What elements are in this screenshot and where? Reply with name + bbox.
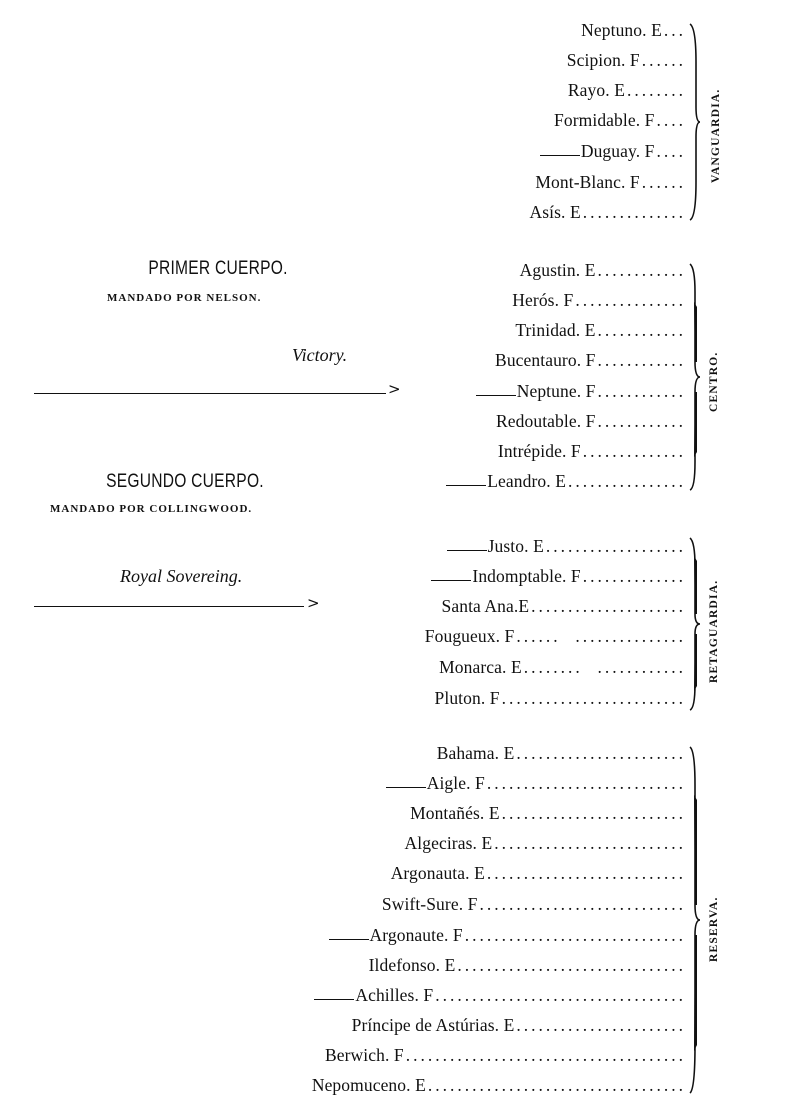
- ship-name: Berwich. F: [324, 1045, 404, 1065]
- ship-row: [0, 78, 686, 102]
- ship-row: [0, 18, 686, 42]
- ship-row: [0, 288, 686, 312]
- ship-dots: ............: [597, 260, 686, 280]
- ship-name: Fougueux. F: [424, 626, 515, 646]
- squadron-label-retaguardia: RETAGUARDIA.: [708, 579, 720, 683]
- ship-row: [0, 771, 686, 795]
- ship-dots: ............: [597, 320, 686, 340]
- ship-name: Duguay. F: [580, 141, 655, 161]
- ship-row: [0, 655, 686, 679]
- lead-dash: [476, 395, 516, 396]
- ship-row: [0, 318, 686, 342]
- ship-row: [0, 923, 686, 947]
- ship-name: Agustin. E: [519, 260, 596, 280]
- flagship-name: Victory.: [292, 345, 348, 365]
- ship-name: Scipion. F: [566, 50, 640, 70]
- ship-dots: ..........................: [494, 833, 686, 853]
- ship-row: [0, 624, 686, 648]
- ship-row: [0, 534, 686, 558]
- ship-row: [0, 108, 686, 132]
- ship-row: [0, 379, 686, 403]
- ship-dots: ......: [641, 172, 686, 192]
- ship-row: [0, 139, 686, 163]
- ship-dots: .....................: [531, 596, 686, 616]
- ship-row: [0, 1073, 686, 1097]
- ship-row: [0, 741, 686, 765]
- ship-dots: .........................: [501, 803, 686, 823]
- ship-row: [0, 1043, 686, 1067]
- ship-row: [0, 48, 686, 72]
- ship-name: Pluton. F: [434, 688, 500, 708]
- ship-dots: ................: [568, 471, 686, 491]
- ship-dots: ...... ...............: [516, 626, 686, 646]
- ship-name: Achilles. F: [355, 985, 434, 1005]
- ship-name: Ildefonso. E: [368, 955, 456, 975]
- ship-row: [0, 953, 686, 977]
- lead-dash: [314, 999, 354, 1000]
- ship-dots: ....: [656, 110, 686, 130]
- ship-row: [0, 170, 686, 194]
- arrow-head-icon: >: [307, 594, 320, 612]
- ship-name: Leandro. E: [487, 471, 566, 491]
- ship-name: Formidable. F: [554, 110, 655, 130]
- ship-name: Argonauta. E: [390, 863, 485, 883]
- ship-name: Montañés. E: [410, 803, 500, 823]
- retaguardia-brace: [686, 536, 706, 712]
- reserva-brace: [686, 745, 706, 1095]
- ship-row: [0, 594, 686, 618]
- ship-row: [0, 892, 686, 916]
- corps-subtitle: MANDADO POR COLLINGWOOD.: [50, 503, 253, 515]
- ship-row: [0, 983, 686, 1007]
- vanguardia-brace: [686, 22, 706, 222]
- ship-name: Argonaute. F: [369, 925, 463, 945]
- ship-dots: ..............: [582, 441, 686, 461]
- ship-dots: ............................: [479, 894, 686, 914]
- corps-title: PRIMER CUERPO.: [148, 258, 288, 279]
- ship-row: [0, 258, 686, 282]
- ship-row: [0, 861, 686, 885]
- ship-dots: ...: [663, 20, 686, 40]
- ship-dots: ........: [627, 80, 686, 100]
- corps-subtitle: MANDADO POR NELSON.: [107, 292, 262, 304]
- ship-dots: ...............................: [457, 955, 686, 975]
- ship-row: [0, 564, 686, 588]
- squadron-label-reserva: RESERVA.: [708, 896, 720, 962]
- lead-dash: [329, 939, 369, 940]
- ship-dots: ...................................: [427, 1075, 686, 1095]
- ship-dots: .........................: [501, 688, 686, 708]
- ship-row: [0, 686, 686, 710]
- ship-dots: ...........................: [486, 863, 686, 883]
- lead-dash: [447, 550, 487, 551]
- ship-dots: ............: [597, 381, 686, 401]
- arrow-head-icon: >: [388, 380, 401, 398]
- centro-brace: [686, 262, 706, 492]
- ship-name: Nepomuceno. E: [311, 1075, 426, 1095]
- ship-dots: ...............: [575, 290, 686, 310]
- ship-name: Justo. E: [487, 536, 544, 556]
- ship-name: Monarca. E: [439, 657, 522, 677]
- ship-row: [0, 439, 686, 463]
- ship-name: Asís. E: [529, 202, 581, 222]
- ship-dots: ........ ............: [523, 657, 686, 677]
- ship-dots: ...................: [545, 536, 686, 556]
- ship-dots: ....: [656, 141, 686, 161]
- lead-dash: [446, 485, 486, 486]
- lead-dash: [540, 155, 580, 156]
- ship-name: Príncipe de Astúrias. E: [351, 1015, 515, 1035]
- ship-row: [0, 200, 686, 224]
- ship-dots: ............: [597, 350, 686, 370]
- ship-row: [0, 1013, 686, 1037]
- ship-name: Neptune. F: [516, 381, 596, 401]
- lead-dash: [431, 580, 471, 581]
- flagship-name: Royal Sovereing.: [120, 566, 243, 586]
- ship-name: Swift-Sure. F: [381, 894, 478, 914]
- ship-dots: ......: [641, 50, 686, 70]
- ship-dots: ..............: [582, 202, 686, 222]
- ship-name: Algeciras. E: [404, 833, 493, 853]
- ship-dots: ..............................: [464, 925, 686, 945]
- ship-name: Mont-Blanc. F: [535, 172, 640, 192]
- ship-row: [0, 831, 686, 855]
- ship-name: Neptuno. E: [581, 20, 662, 40]
- squadron-label-centro: CENTRO.: [708, 351, 720, 412]
- ship-name: Aigle. F: [426, 773, 485, 793]
- ship-name: Trinidad. E: [515, 320, 596, 340]
- ship-dots: ............: [597, 411, 686, 431]
- ship-row: [0, 348, 686, 372]
- ship-name: Redoutable. F: [496, 411, 596, 431]
- ship-dots: ..............: [582, 566, 686, 586]
- ship-dots: .......................: [516, 1015, 686, 1035]
- ship-name: Herós. F: [512, 290, 574, 310]
- ship-row: [0, 409, 686, 433]
- ship-dots: ......................................: [405, 1045, 686, 1065]
- ship-dots: .......................: [516, 743, 686, 763]
- ship-name: Indomptable. F: [472, 566, 581, 586]
- ship-dots: ..................................: [435, 985, 686, 1005]
- ship-name: Bahama. E: [436, 743, 515, 763]
- lead-dash: [386, 787, 426, 788]
- corps-title: SEGUNDO CUERPO.: [106, 471, 264, 492]
- ship-dots: ...........................: [486, 773, 686, 793]
- ship-name: Rayo. E: [567, 80, 625, 100]
- ship-name: Intrépide. F: [497, 441, 581, 461]
- ship-name: Santa Ana.E: [441, 596, 530, 616]
- ship-row: [0, 801, 686, 825]
- squadron-label-vanguardia: VANGUARDIA.: [710, 88, 722, 183]
- ship-name: Bucentauro. F: [495, 350, 596, 370]
